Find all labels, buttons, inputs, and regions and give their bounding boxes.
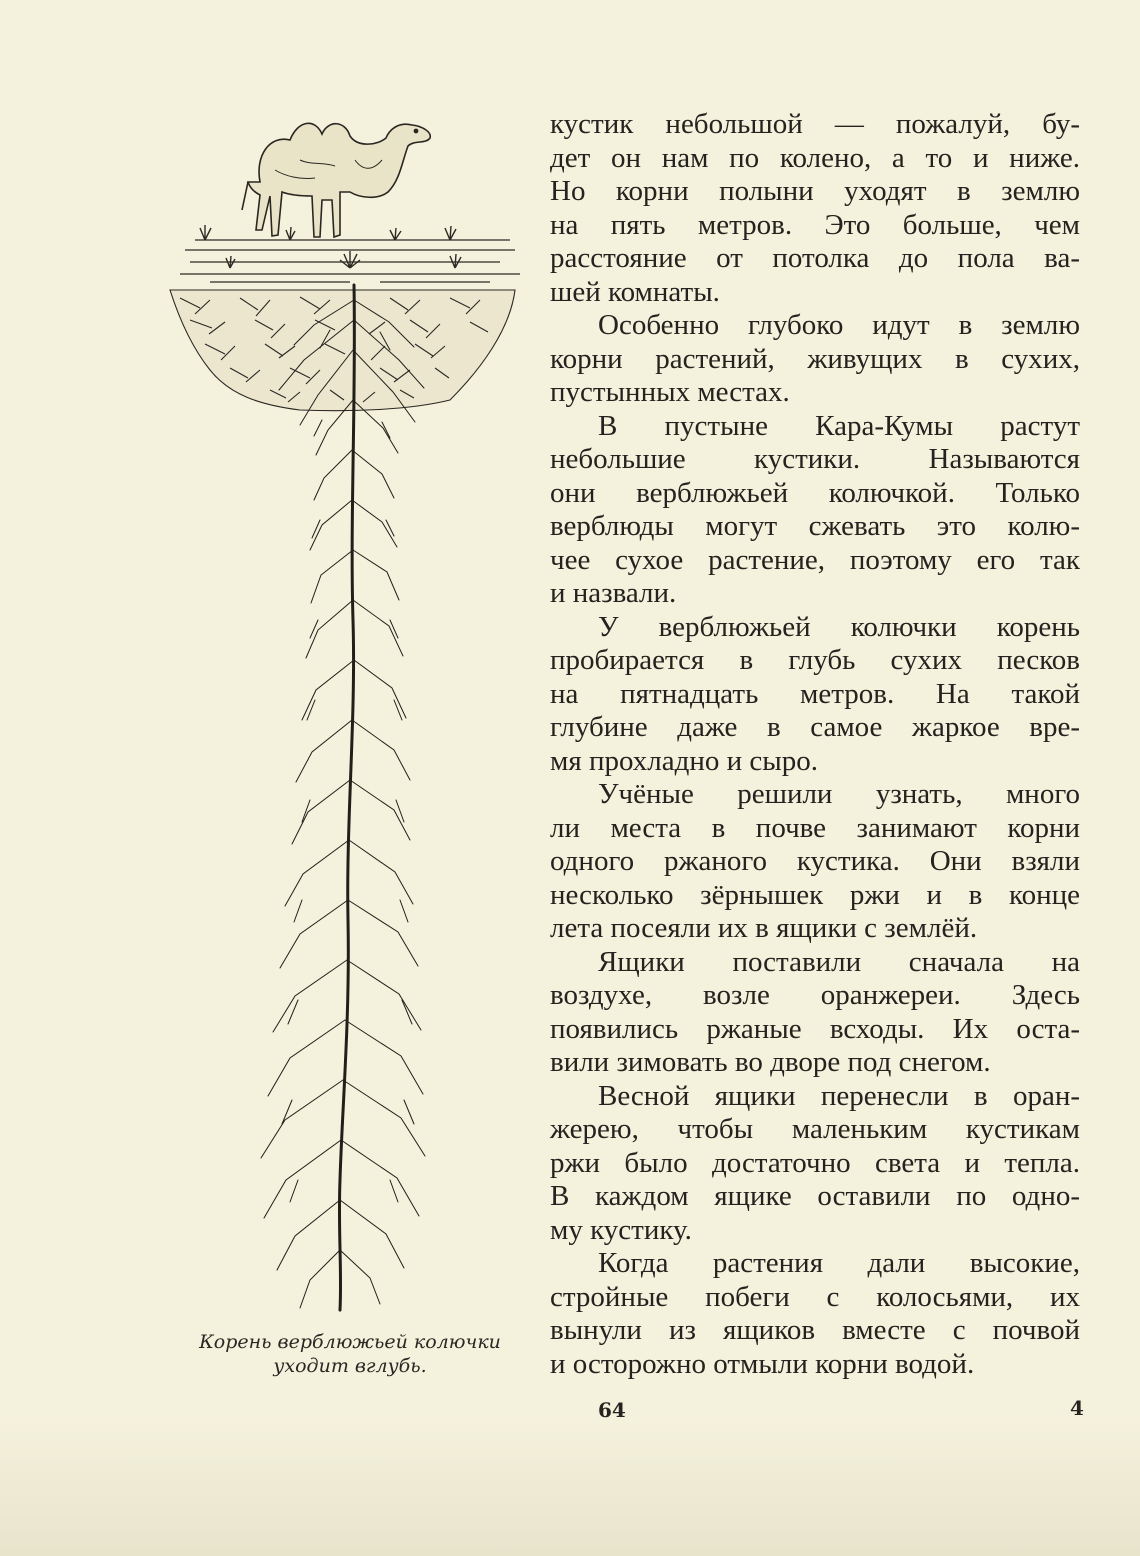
camel-icon <box>242 123 430 237</box>
text-line: небольшие кустики. Называются <box>550 443 1080 475</box>
paragraph <box>550 778 1080 946</box>
text-line: Но корни полыни уходят в землю <box>550 175 1080 207</box>
text-line: шей комнаты. <box>550 275 720 308</box>
text-line: ржи было достаточно света и тепла. <box>550 1146 1080 1179</box>
page-number: 64 <box>598 1398 626 1422</box>
text-line: верблюды могут сжевать это колю- <box>550 510 1080 542</box>
page-shadow <box>0 1420 1140 1556</box>
text-line: на пятнадцать метров. На такой <box>550 677 1080 710</box>
text-line: Учёные решили узнать, много <box>598 778 1080 810</box>
paragraph <box>550 611 1080 779</box>
text-line: корни растений, живущих в сухих, <box>550 342 1080 375</box>
camel-thorn-root-illustration <box>150 100 530 1340</box>
paragraph <box>550 1247 1080 1381</box>
text-line: Особенно глубоко идут в землю <box>598 309 1080 341</box>
text-line: стройные побеги с колосьями, их <box>550 1280 1080 1313</box>
caption-line: Корень верблюжьей колючки <box>199 1331 501 1353</box>
text-line: ли места в почве занимают корни <box>550 811 1080 844</box>
text-line: Ящики поставили сначала на <box>598 945 1080 978</box>
signature-mark: 4 <box>1070 1396 1084 1420</box>
caption-line: уходит вглубь. <box>273 1355 427 1377</box>
figure-caption <box>160 1330 540 1378</box>
text-line: глубине даже в самое жаркое вре- <box>550 711 1080 743</box>
text-line: одного ржаного кустика. Они взяли <box>550 845 1080 877</box>
text-line: В пустыне Кара-Кумы растут <box>598 409 1080 442</box>
text-line: дет он нам по колено, а то и ниже. <box>550 141 1080 174</box>
text-line: воздухе, возле оранжереи. Здесь <box>550 979 1080 1011</box>
text-line: на пять метров. Это больше, чем <box>550 208 1080 241</box>
text-line: Весной ящики перенесли в оран- <box>598 1079 1080 1112</box>
paragraph <box>550 410 1080 611</box>
paragraph <box>550 309 1080 410</box>
text-line: кустик небольшой — пожалуй, бу- <box>550 108 1080 140</box>
taproot <box>261 285 425 1310</box>
paragraph <box>550 108 1080 309</box>
text-line: появились ржаные всходы. Их оста- <box>550 1012 1080 1045</box>
soil-cross-section <box>170 290 515 411</box>
text-line: Когда растения дали высокие, <box>598 1247 1080 1279</box>
text-line: расстояние от потолка до пола ва- <box>550 242 1080 274</box>
text-line: В каждом ящике оставили по одно- <box>550 1180 1080 1212</box>
text-line: пробирается в глубь сухих песков <box>550 644 1080 676</box>
text-line: мя прохладно и сыро. <box>550 744 818 777</box>
text-line: вынули из ящиков вместе с почвой <box>550 1314 1080 1346</box>
body-text <box>550 108 1080 1381</box>
text-line: чее сухое растение, поэтому его так <box>550 543 1080 576</box>
text-line: лета посеяли их в ящики с землёй. <box>550 912 978 944</box>
text-line: му кустику. <box>550 1213 692 1246</box>
text-line: У верблюжьей колючки корень <box>598 610 1080 643</box>
text-line: пустынных местах. <box>550 376 790 408</box>
text-line: жерею, чтобы маленьким кустикам <box>550 1113 1080 1145</box>
text-line: они верблюжьей колючкой. Только <box>550 476 1080 509</box>
text-line: и осторожно отмыли корни водой. <box>550 1347 975 1380</box>
paragraph <box>550 1080 1080 1248</box>
text-line: несколько зёрнышек ржи и в конце <box>550 878 1080 911</box>
text-line: и назвали. <box>550 577 677 609</box>
text-line: вили зимовать во дворе под снегом. <box>550 1046 991 1078</box>
paragraph <box>550 946 1080 1080</box>
